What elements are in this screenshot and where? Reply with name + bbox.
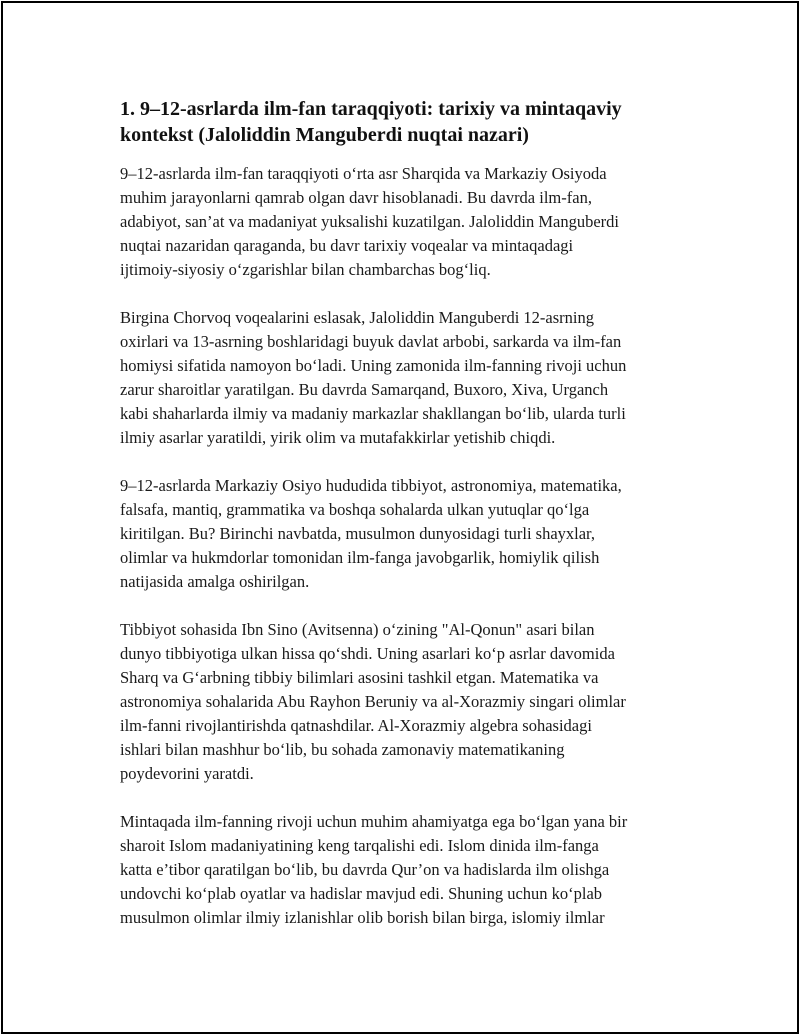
- text-line: olimlar va hukmdorlar tomonidan ilm-fanga javobgarlik, homiylik qilish: [120, 548, 600, 567]
- text-line: zarur sharoitlar yaratilgan. Bu davrda Samarqand, Buxoro, Xiva, Urganch: [120, 380, 609, 399]
- text-line: oxirlari va 13-asrning boshlaridagi buyuk davlat arbobi, sarkarda va ilm-fan: [120, 332, 622, 351]
- paragraph-3: [120, 474, 705, 594]
- text-line: astronomiya sohalarida Abu Rayhon Beruniy va al-Xorazmiy singari olimlar: [120, 692, 626, 711]
- text-line: natijasida amalga oshirilgan.: [120, 572, 310, 591]
- text-line: sharoit Islom madaniyatining keng tarqalishi edi. Islom dinida ilm-fanga: [120, 836, 599, 855]
- text-line: Tibbiyot sohasida Ibn Sino (Avitsenna) o‘zining "Al-Qonun" asari bilan: [120, 620, 595, 639]
- text-line: kabi shaharlarda ilmiy va madaniy markazlar shakllangan bo‘lib, ularda turli: [120, 404, 626, 423]
- section-heading: [120, 96, 705, 148]
- text-line: adabiyot, san’at va madaniyat yuksalishi kuzatilgan. Jaloliddin Manguberdi: [120, 212, 620, 231]
- document-page: [1, 1, 799, 1034]
- text-line: kiritilgan. Bu? Birinchi navbatda, musulmon dunyosidagi turli shayxlar,: [120, 524, 596, 543]
- text-line: nuqtai nazaridan qaraganda, bu davr tarixiy voqealar va mintaqadagi: [120, 236, 574, 255]
- text-line: musulmon olimlar ilmiy izlanishlar olib borish bilan birga, islomiy ilmlar: [120, 908, 605, 927]
- paragraph-5: [120, 810, 705, 930]
- text-line: homiysi sifatida namoyon bo‘ladi. Uning zamonida ilm-fanning rivoji uchun: [120, 356, 627, 375]
- text-line: ishlari bilan mashhur bo‘lib, bu sohada zamonaviy matematikaning: [120, 740, 565, 759]
- text-line: Mintaqada ilm-fanning rivoji uchun muhim ahamiyatga ega bo‘lgan yana bir: [120, 812, 628, 831]
- text-line: muhim jarayonlarni qamrab olgan davr hisoblanadi. Bu davrda ilm-fan,: [120, 188, 592, 207]
- heading-line: kontekst (Jaloliddin Manguberdi nuqtai nazari): [120, 124, 529, 146]
- heading-line: 1. 9–12-asrlarda ilm-fan taraqqiyoti: tarixiy va mintaqaviy: [120, 98, 622, 120]
- paragraph-2: [120, 306, 705, 450]
- text-line: 9–12-asrlarda Markaziy Osiyo hududida tibbiyot, astronomiya, matematika,: [120, 476, 622, 495]
- text-line: poydevorini yaratdi.: [120, 764, 254, 783]
- text-line: ijtimoiy-siyosiy o‘zgarishlar bilan chambarchas bog‘liq.: [120, 260, 491, 279]
- paragraph-4: [120, 618, 705, 786]
- text-line: 9–12-asrlarda ilm-fan taraqqiyoti o‘rta asr Sharqida va Markaziy Osiyoda: [120, 164, 607, 183]
- text-line: Sharq va G‘arbning tibbiy bilimlari asosini tashkil etgan. Matematika va: [120, 668, 599, 687]
- document-content: [120, 96, 705, 954]
- text-line: Birgina Chorvoq voqealarini eslasak, Jaloliddin Manguberdi 12-asrning: [120, 308, 594, 327]
- text-line: ilm-fanni rivojlantirishda qatnashdilar. Al-Xorazmiy algebra sohasidagi: [120, 716, 592, 735]
- text-line: dunyo tibbiyotiga ulkan hissa qo‘shdi. Uning asarlari ko‘p asrlar davomida: [120, 644, 615, 663]
- paragraph-1: [120, 162, 705, 282]
- text-line: undovchi ko‘plab oyatlar va hadislar mavjud edi. Shuning uchun ko‘plab: [120, 884, 603, 903]
- text-line: katta e’tibor qaratilgan bo‘lib, bu davrda Qur’on va hadislarda ilm olishga: [120, 860, 610, 879]
- text-line: falsafa, mantiq, grammatika va boshqa sohalarda ulkan yutuqlar qo‘lga: [120, 500, 590, 519]
- text-line: ilmiy asarlar yaratildi, yirik olim va mutafakkirlar yetishib chiqdi.: [120, 428, 556, 447]
